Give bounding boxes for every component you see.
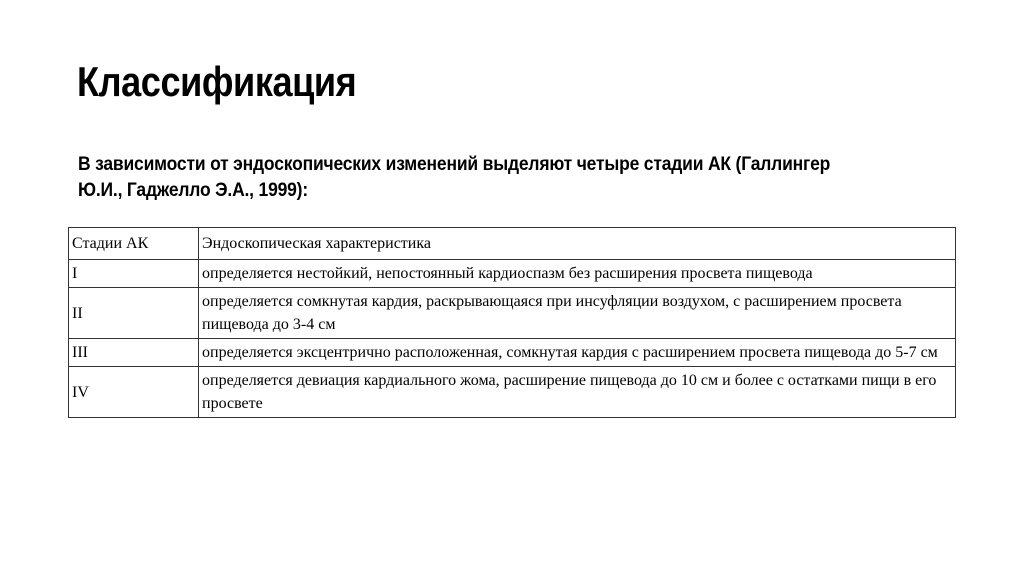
table-row [69, 260, 956, 288]
slide-subtitle [78, 152, 978, 204]
table-row [69, 288, 956, 339]
subtitle-line-1 [78, 152, 906, 178]
description-cell: определяется девиация кардиального жома, расширение пищевода до 10 см и более с остатками пищи в его просвете [199, 367, 956, 418]
subtitle-bold-text: В зависимости от эндоскопических изменений выделяют четыре стадии АК [78, 154, 736, 175]
subtitle-citation-text: (Галлингер [735, 154, 831, 175]
table-row [69, 367, 956, 418]
description-cell: определяется нестойкий, непостоянный кардиоспазм без расширения просвета пищевода [199, 260, 956, 288]
column-header-description: Эндоскопическая характеристика [199, 228, 956, 260]
stage-cell: II [69, 288, 199, 339]
table-row [69, 339, 956, 367]
column-header-stage: Стадии АК [69, 228, 199, 260]
slide-title: Классификация [77, 58, 357, 105]
subtitle-line-2: Ю.И., Гаджелло Э.А., 1999): [78, 180, 308, 201]
stage-cell: IV [69, 367, 199, 418]
stage-cell: III [69, 339, 199, 367]
stages-table [68, 227, 956, 418]
description-cell: определяется сомкнутая кардия, раскрывающаяся при инсуфляции воздухом, с расширением просвета пищевода до 3-4 см [199, 288, 956, 339]
table-header-row [69, 228, 956, 260]
stage-cell: I [69, 260, 199, 288]
description-cell: определяется эксцентрично расположенная, сомкнутая кардия с расширением просвета пищевода до 5-7 см [199, 339, 956, 367]
